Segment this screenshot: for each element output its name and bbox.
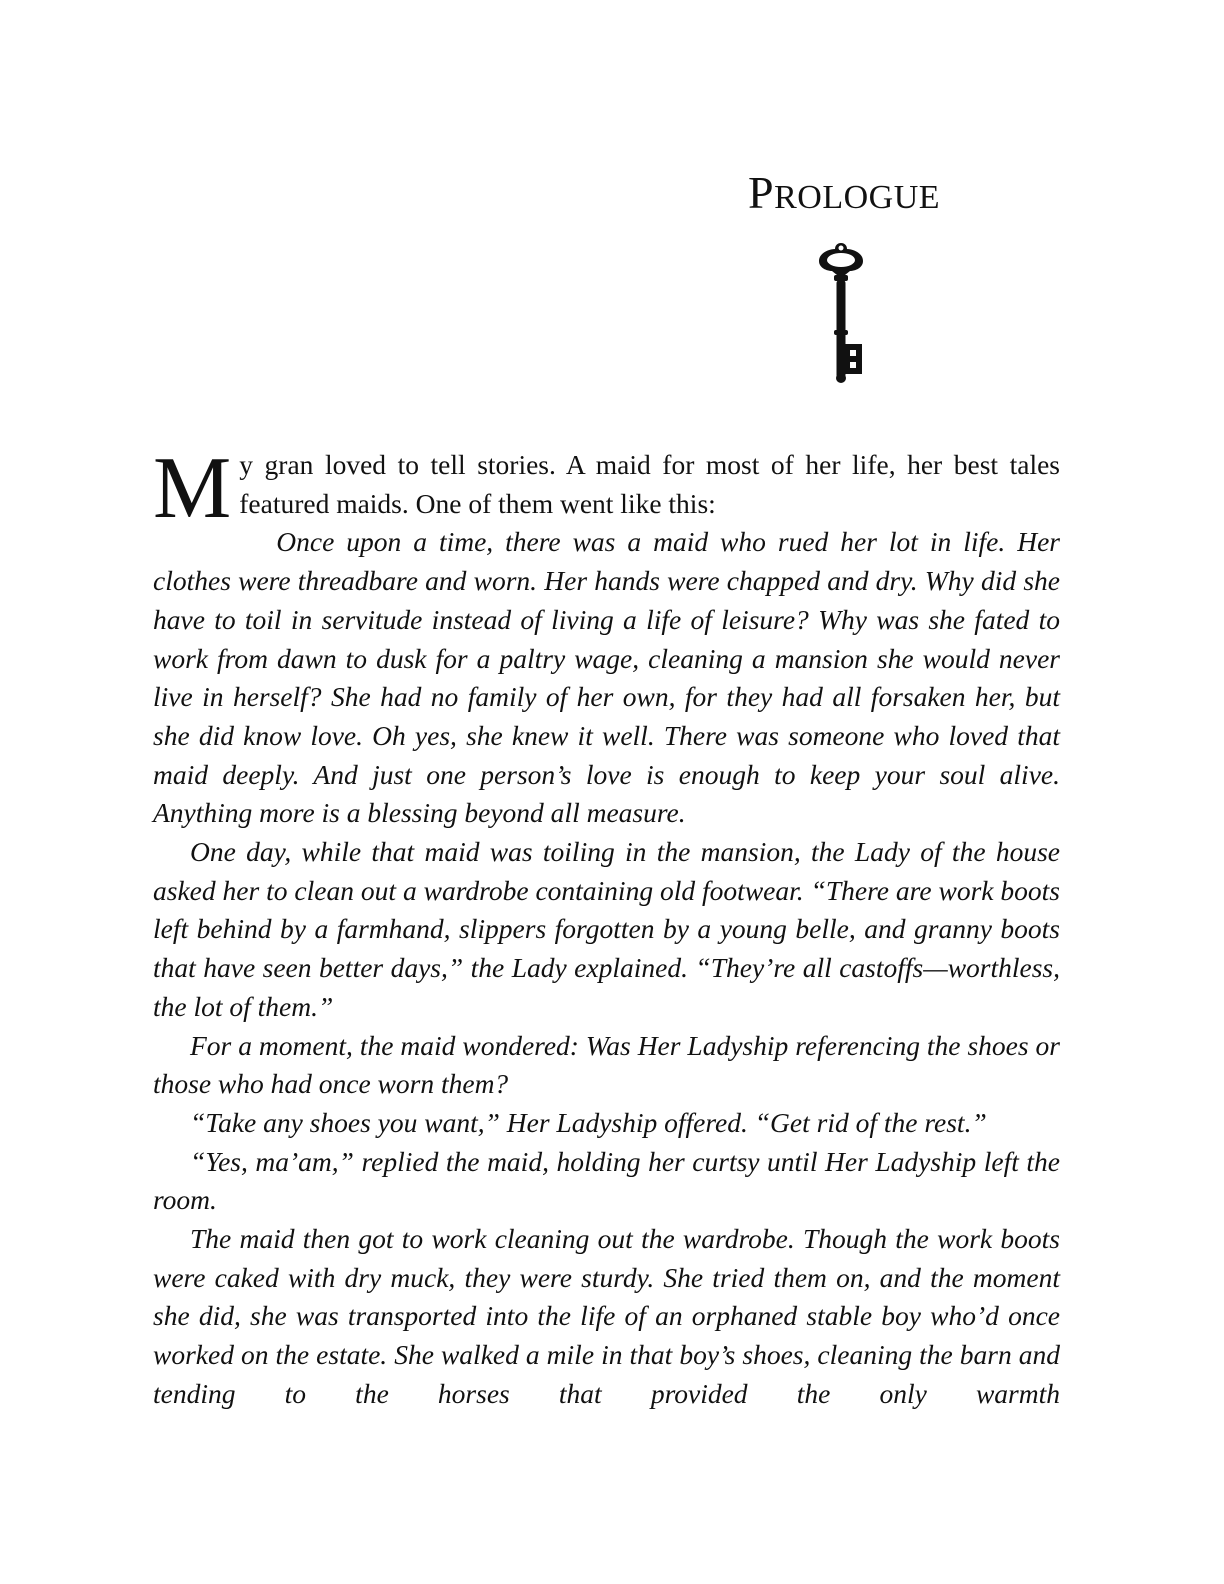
story-paragraph: One day, while that maid was toiling in the mansion, the Lady of the house asked her to clean out a wardrobe containing old footwear. “There are work boots left behind by a farmhand, slippers forgotten by a young belle, and granny boots that have seen better days,” the Lady explained. “They’re all castoffs—worthless, the lot of them.”	[153, 836, 1060, 1022]
story-paragraph: For a moment, the maid wondered: Was Her Ladyship referencing the shoes or those who had once worn them?	[153, 1029, 1060, 1100]
chapter-title-rest: ROLOGUE	[774, 179, 941, 216]
story-paragraph: Once upon a time, there was a maid who rued her lot in life. Her clothes were threadbare and worn. Her hands were chapped and dry. Why did she have to toil in servitude instead of living a life of leisure? Why was she fated to work from dawn to dusk for a paltry wage, cleaning a mansion she would never live in herself? She had no family of her own, for they had all forsaken her, but she did know love. Oh yes, she knew it well. There was someone who loved that maid deeply. And just one person’s love is enough to keep your soul alive. Anything more is a blessing beyond all measure.	[153, 526, 1060, 829]
opening-text: y gran loved to tell stories. A maid for most of her life, her best tales featured maids. One of them went like this:	[239, 449, 1060, 519]
prologue-text	[153, 440, 1060, 1414]
story-paragraph: The maid then got to work cleaning out the wardrobe. Though the work boots were caked with dry muck, they were sturdy. She tried them on, and the moment she did, she was transported into the life of an orphaned stable boy who’d once worked on the estate. She walked a mile in that boy’s shoes, cleaning the barn and tending to the horses that provided the only warmth	[153, 1223, 1060, 1409]
opening-paragraph	[153, 440, 1060, 537]
chapter-title-initial: P	[748, 167, 775, 218]
key-icon	[814, 240, 868, 384]
drop-cap: M	[153, 440, 232, 537]
chapter-title	[748, 166, 940, 225]
story-paragraph: “Yes, ma’am,” replied the maid, holding her curtsy until Her Ladyship left the room.	[153, 1145, 1060, 1216]
story-paragraph: “Take any shoes you want,” Her Ladyship offered. “Get rid of the rest.”	[190, 1106, 987, 1138]
